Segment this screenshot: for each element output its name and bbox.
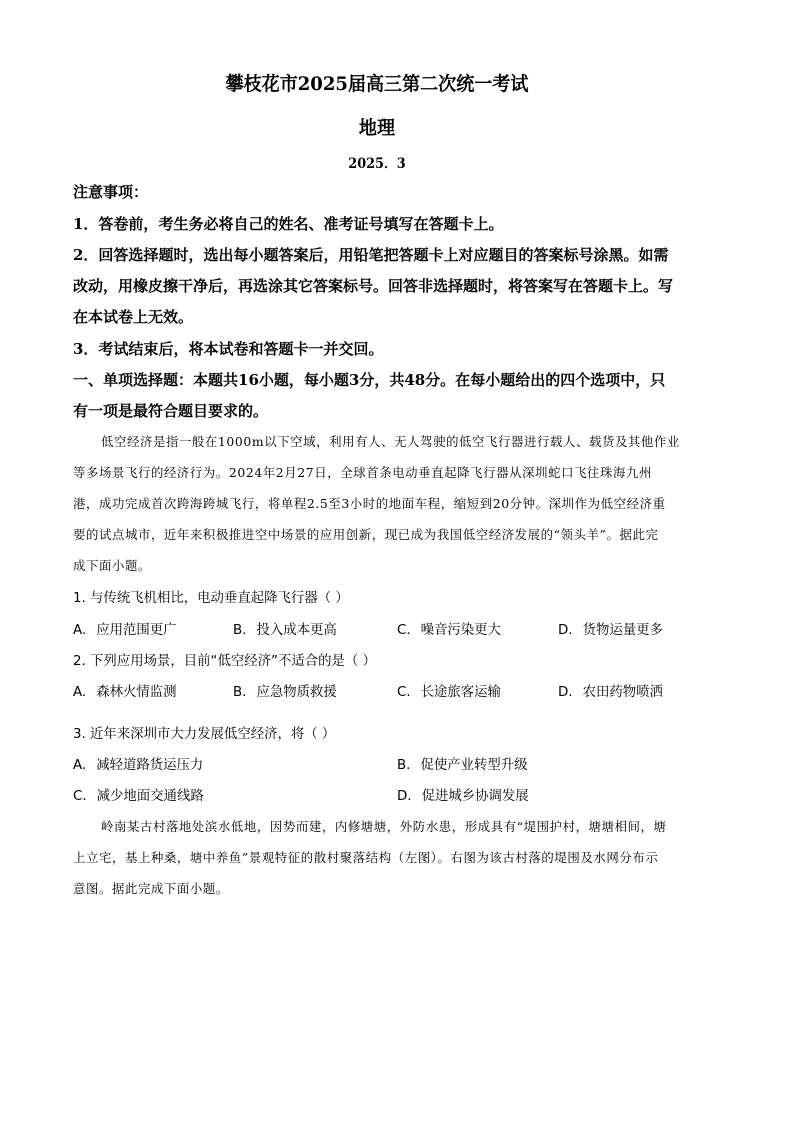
passage-1-line-3: 港，成功完成首次跨海跨城飞行，将单程2.5至3小时的地面车程，缩短到20分钟。深圳作为低空经济重 <box>73 496 666 511</box>
question-1-option-d[interactable] <box>558 619 663 638</box>
question-2-option-b[interactable] <box>233 681 337 700</box>
question-3-option-d[interactable] <box>397 785 529 804</box>
question-2-option-d[interactable] <box>558 681 663 700</box>
question-3-option-b[interactable] <box>397 754 528 773</box>
question-2-stem: 2. 下列应用场景，目前“低空经济”不适合的是（ ） <box>73 654 376 669</box>
note-item-2-line-1: 2．回答选择题时，选出每小题答案后，用铅笔把答题卡上对应题目的答案标号涂黑。如需 <box>73 246 669 264</box>
question-1-option-c[interactable] <box>397 619 501 638</box>
option-letter: C. <box>397 623 411 638</box>
option-letter: A. <box>73 623 87 638</box>
passage-2-line-1: 岭南某古村落地处滨水低地，因势而建，内修塘塘，外防水患，形成具有“堤围护村，塘塘相间，塘 <box>101 819 667 834</box>
passage-1-line-5: 成下面小题。 <box>73 558 151 573</box>
notes-heading: 注意事项： <box>73 183 149 201</box>
subject-title: 地理 <box>358 117 396 139</box>
option-letter: B. <box>233 623 247 638</box>
note-item-2-line-3: 在本试卷上无效。 <box>73 308 194 326</box>
question-3-stem: 3. 近年来深圳市大力发展低空经济，将（ ） <box>73 727 336 742</box>
option-text: 应用范围更广 <box>96 623 177 638</box>
option-text: 投入成本更高 <box>256 623 337 638</box>
question-3-option-c[interactable] <box>73 785 204 804</box>
exam-date: 2025．3 <box>348 156 406 172</box>
passage-2-line-3: 意图。据此完成下面小题。 <box>73 881 229 896</box>
question-3-option-a[interactable] <box>73 754 203 773</box>
option-text: 促进城乡协调发展 <box>421 789 529 804</box>
option-letter: A. <box>73 758 87 773</box>
question-2-option-a[interactable] <box>73 681 177 700</box>
option-text: 农田药物喷洒 <box>582 685 663 700</box>
option-letter: D. <box>558 623 573 638</box>
option-text: 森林火情监测 <box>96 685 177 700</box>
option-letter: C. <box>397 685 411 700</box>
option-letter: B. <box>233 685 247 700</box>
option-text: 长途旅客运输 <box>420 685 501 700</box>
option-letter: B. <box>397 758 411 773</box>
question-1-option-a[interactable] <box>73 619 177 638</box>
note-item-3: 3．考试结束后，将本试卷和答题卡一并交回。 <box>73 340 384 358</box>
option-letter: D. <box>397 789 412 804</box>
question-1-stem: 1. 与传统飞机相比，电动垂直起降飞行器（ ） <box>73 591 349 606</box>
passage-2-line-2: 上立宅，基上种桑，塘中养鱼”景观特征的散村聚落结构（左图）。右图为该古村落的堤围及水网分布示 <box>73 850 659 865</box>
note-item-2-line-2: 改动，用橡皮擦干净后，再选涂其它答案标号。回答非选择题时，将答案写在答题卡上。写 <box>73 277 674 295</box>
option-letter: C. <box>73 789 87 804</box>
section-1-heading-line-2: 有一项是最符合题目要求的。 <box>73 402 269 420</box>
option-text: 噪音污染更大 <box>420 623 501 638</box>
question-1-option-b[interactable] <box>233 619 337 638</box>
section-1-heading-line-1: 一、单项选择题：本题共16小题，每小题3分，共48分。在每小题给出的四个选项中，只 <box>73 371 666 389</box>
option-letter: D. <box>558 685 573 700</box>
passage-1-line-1: 低空经济是指一般在1000m以下空域，利用有人、无人驾驶的低空飞行器进行载人、载货及其他作业 <box>101 434 680 449</box>
option-letter: A. <box>73 685 87 700</box>
option-text: 减少地面交通线路 <box>96 789 204 804</box>
question-2-option-c[interactable] <box>397 681 501 700</box>
passage-1-line-2: 等多场景飞行的经济行为。2024年2月27日，全球首条电动垂直起降飞行器从深圳蛇口飞往珠海九州 <box>73 465 653 480</box>
option-text: 货物运量更多 <box>582 623 663 638</box>
exam-title: 攀枝花市2025届高三第二次统一考试 <box>225 73 529 95</box>
note-item-1: 1．答卷前，考生务必将自己的姓名、准考证号填写在答题卡上。 <box>73 215 504 233</box>
option-text: 促使产业转型升级 <box>420 758 528 773</box>
option-text: 应急物质救援 <box>256 685 337 700</box>
option-text: 减轻道路货运压力 <box>96 758 204 773</box>
passage-1-line-4: 要的试点城市，近年来积极推进空中场景的应用创新，现已成为我国低空经济发展的“领头羊”。据此完 <box>73 527 659 542</box>
